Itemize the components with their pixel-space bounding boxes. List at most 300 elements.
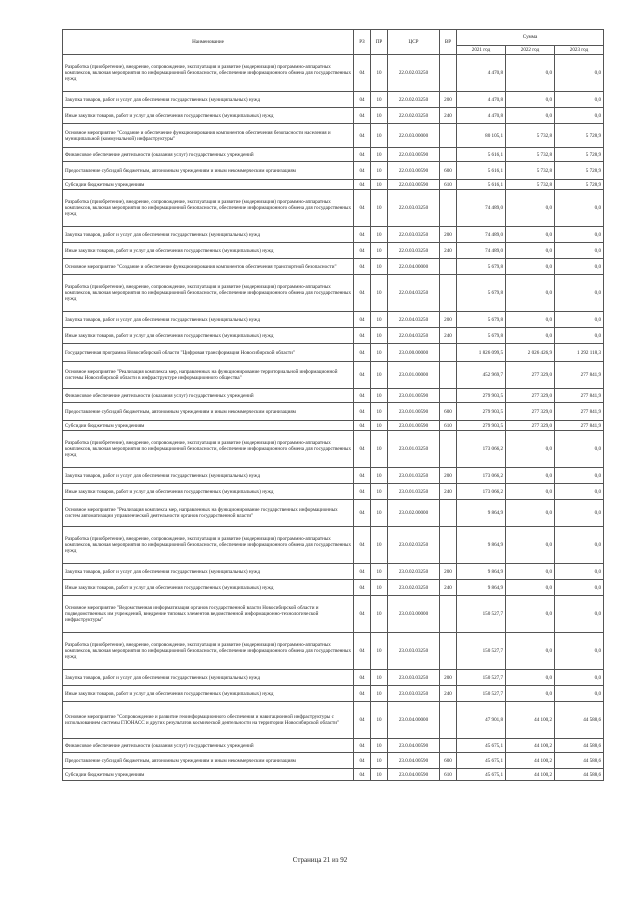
cell-name: Закупка товаров, работ и услуг для обеспечения государственных (муниципальных) нужд (63, 468, 354, 484)
cell-rz: 04 (354, 344, 371, 362)
cell-name: Разработка (приобретение), внедрение, сопровождение, эксплуатация и развитие (модернизация) программно-аппаратных комплексов, включая мероприятия по информационной безопасности, обеспечение информационного обмена для государственных нужд (63, 190, 354, 227)
cell-2022: 0,0 (506, 312, 555, 328)
cell-pr: 10 (371, 190, 388, 227)
cell-csr: 23.0.01.00000 (388, 362, 440, 389)
cell-name: Основное мероприятие "Реализация комплекса мер, направленных на функционирование государственных информационных систем автоматизации управленческой деятельности органов государственной власти" (63, 500, 354, 527)
cell-2022: 0,0 (506, 227, 555, 243)
cell-2021: 150 527,7 (457, 633, 506, 670)
cell-vr (440, 739, 457, 753)
cell-csr: 23.0.02.03250 (388, 527, 440, 564)
cell-name: Основное мероприятие "Ведомственная информатизация органов государственной власти Новосибирской области и подведомственных им учреждений, внедрение типовых элементов ведомственной информационно-технологической инфраструктуры" (63, 596, 354, 633)
table-row (63, 344, 604, 362)
table-row (63, 275, 604, 312)
cell-rz: 04 (354, 148, 371, 162)
cell-2022: 0,0 (506, 633, 555, 670)
cell-pr: 10 (371, 259, 388, 275)
cell-2021: 1 826 099,5 (457, 344, 506, 362)
table-row (63, 500, 604, 527)
cell-2023: 0,0 (555, 580, 604, 596)
cell-2021: 9 864,9 (457, 580, 506, 596)
cell-csr: 22.0.02.03250 (388, 55, 440, 92)
cell-csr: 23.0.01.03250 (388, 484, 440, 500)
cell-name: Разработка (приобретение), внедрение, сопровождение, эксплуатация и развитие (модернизация) программно-аппаратных комплексов, включая мероприятия по информационной безопасности, обеспечение информационного обмена для государственных нужд (63, 431, 354, 468)
cell-rz: 04 (354, 702, 371, 739)
cell-rz: 04 (354, 633, 371, 670)
cell-2021: 173 066,2 (457, 484, 506, 500)
cell-name: Субсидии бюджетным учреждениям (63, 421, 354, 431)
cell-2023: 0,0 (555, 92, 604, 108)
cell-csr: 23.0.01.00590 (388, 389, 440, 403)
cell-2021: 279 903,5 (457, 389, 506, 403)
header-sum: Сумма (457, 30, 604, 46)
cell-name: Разработка (приобретение), внедрение, сопровождение, эксплуатация и развитие (модернизация) программно-аппаратных комплексов, включая мероприятия по информационной безопасности, обеспечение информационного обмена для государственных нужд (63, 55, 354, 92)
table-row (63, 702, 604, 739)
cell-2023: 0,0 (555, 596, 604, 633)
cell-2021: 279 903,5 (457, 403, 506, 421)
cell-2022: 0,0 (506, 431, 555, 468)
cell-rz: 04 (354, 468, 371, 484)
table-row (63, 148, 604, 162)
cell-2022: 5 732,8 (506, 124, 555, 148)
cell-2022: 0,0 (506, 596, 555, 633)
header-name: Наименование (63, 30, 354, 55)
cell-2021: 74 489,0 (457, 227, 506, 243)
cell-pr: 10 (371, 527, 388, 564)
cell-2022: 0,0 (506, 55, 555, 92)
table-body (63, 55, 604, 781)
cell-vr: 200 (440, 564, 457, 580)
cell-2021: 150 527,7 (457, 596, 506, 633)
table-row (63, 108, 604, 124)
cell-2023: 0,0 (555, 431, 604, 468)
header-year-2021: 2021 год (457, 46, 506, 55)
cell-2021: 4 470,8 (457, 108, 506, 124)
cell-2022: 0,0 (506, 108, 555, 124)
cell-csr: 22.0.02.03250 (388, 108, 440, 124)
cell-2023: 0,0 (555, 633, 604, 670)
cell-csr: 23.0.03.03250 (388, 670, 440, 686)
cell-2023: 0,0 (555, 500, 604, 527)
cell-csr: 23.0.01.03250 (388, 468, 440, 484)
table-row (63, 753, 604, 769)
cell-2022: 277 329,0 (506, 403, 555, 421)
cell-pr: 10 (371, 468, 388, 484)
table-row (63, 180, 604, 190)
cell-2021: 5 679,8 (457, 328, 506, 344)
cell-2022: 0,0 (506, 580, 555, 596)
table-row (63, 769, 604, 781)
cell-pr: 10 (371, 55, 388, 92)
cell-2021: 452 969,7 (457, 362, 506, 389)
cell-2021: 74 489,0 (457, 190, 506, 227)
cell-name: Финансовое обеспечение деятельности (оказания услуг) государственных учреждений (63, 389, 354, 403)
cell-rz: 04 (354, 686, 371, 702)
cell-name: Иные закупки товаров, работ и услуг для обеспечения государственных (муниципальных) нужд (63, 328, 354, 344)
cell-vr (440, 55, 457, 92)
cell-rz: 04 (354, 564, 371, 580)
table-row (63, 162, 604, 180)
cell-csr: 22.0.04.03250 (388, 328, 440, 344)
cell-vr (440, 596, 457, 633)
cell-pr: 10 (371, 431, 388, 468)
cell-pr: 10 (371, 753, 388, 769)
cell-rz: 04 (354, 500, 371, 527)
cell-vr (440, 389, 457, 403)
table-row (63, 484, 604, 500)
table-row (63, 580, 604, 596)
cell-rz: 04 (354, 389, 371, 403)
cell-2021: 279 903,5 (457, 421, 506, 431)
cell-2022: 0,0 (506, 328, 555, 344)
table-row (63, 564, 604, 580)
cell-vr (440, 259, 457, 275)
cell-2023: 1 292 118,3 (555, 344, 604, 362)
budget-table (62, 29, 604, 781)
cell-csr: 23.0.03.03250 (388, 633, 440, 670)
cell-csr: 22.0.03.03250 (388, 243, 440, 259)
cell-2021: 150 527,7 (457, 686, 506, 702)
cell-2023: 0,0 (555, 670, 604, 686)
cell-vr: 610 (440, 769, 457, 781)
cell-csr: 22.0.04.00000 (388, 259, 440, 275)
table-row (63, 527, 604, 564)
cell-2021: 80 105,1 (457, 124, 506, 148)
cell-2021: 5 616,1 (457, 180, 506, 190)
table-row (63, 431, 604, 468)
cell-2022: 0,0 (506, 564, 555, 580)
cell-rz: 04 (354, 769, 371, 781)
cell-pr: 10 (371, 227, 388, 243)
cell-vr (440, 124, 457, 148)
cell-pr: 10 (371, 108, 388, 124)
cell-2021: 4 470,8 (457, 92, 506, 108)
cell-2023: 5 728,9 (555, 148, 604, 162)
cell-2023: 277 841,9 (555, 421, 604, 431)
cell-csr: 22.0.03.00000 (388, 124, 440, 148)
cell-csr: 23.0.00.00000 (388, 344, 440, 362)
cell-2022: 44 100,2 (506, 769, 555, 781)
cell-name: Закупка товаров, работ и услуг для обеспечения государственных (муниципальных) нужд (63, 312, 354, 328)
cell-rz: 04 (354, 124, 371, 148)
cell-2023: 5 728,9 (555, 124, 604, 148)
cell-rz: 04 (354, 596, 371, 633)
cell-2023: 277 841,9 (555, 389, 604, 403)
cell-rz: 04 (354, 431, 371, 468)
header-year-2022: 2022 год (506, 46, 555, 55)
cell-2021: 45 675,1 (457, 769, 506, 781)
cell-2022: 0,0 (506, 670, 555, 686)
cell-name: Основное мероприятие "Реализация комплекса мер, направленных на функционирование территориальной информационной системы Новосибирской области в инфраструктуре информационного общества" (63, 362, 354, 389)
cell-2022: 2 026 426,9 (506, 344, 555, 362)
cell-2023: 0,0 (555, 468, 604, 484)
cell-name: Основное мероприятие "Сопровождение и развитие геоинформационного обеспечения и навигационной инфраструктуры с использованием системы ГЛОНАСС и других результатов космической деятельности на территории Новосибирской области" (63, 702, 354, 739)
cell-2022: 0,0 (506, 484, 555, 500)
cell-vr: 240 (440, 108, 457, 124)
cell-rz: 04 (354, 108, 371, 124)
cell-2021: 173 066,2 (457, 431, 506, 468)
cell-rz: 04 (354, 362, 371, 389)
cell-pr: 10 (371, 633, 388, 670)
cell-2023: 0,0 (555, 484, 604, 500)
cell-rz: 04 (354, 328, 371, 344)
header-csr: ЦСР (388, 30, 440, 55)
cell-name: Финансовое обеспечение деятельности (оказания услуг) государственных учреждений (63, 739, 354, 753)
cell-pr: 10 (371, 686, 388, 702)
cell-pr: 10 (371, 769, 388, 781)
cell-csr: 23.0.01.03250 (388, 431, 440, 468)
cell-2023: 277 841,9 (555, 362, 604, 389)
cell-2023: 277 841,9 (555, 403, 604, 421)
cell-vr: 610 (440, 421, 457, 431)
cell-pr: 10 (371, 180, 388, 190)
cell-2021: 45 675,1 (457, 739, 506, 753)
cell-2022: 277 329,0 (506, 421, 555, 431)
cell-csr: 23.0.01.00590 (388, 403, 440, 421)
cell-csr: 22.0.02.03250 (388, 92, 440, 108)
cell-2021: 150 527,7 (457, 670, 506, 686)
table-row (63, 670, 604, 686)
cell-2023: 44 588,6 (555, 753, 604, 769)
cell-vr: 240 (440, 243, 457, 259)
cell-2023: 0,0 (555, 527, 604, 564)
cell-rz: 04 (354, 55, 371, 92)
cell-2021: 5 679,8 (457, 259, 506, 275)
cell-2021: 173 066,2 (457, 468, 506, 484)
cell-pr: 10 (371, 484, 388, 500)
cell-vr (440, 527, 457, 564)
cell-vr: 600 (440, 162, 457, 180)
cell-2023: 44 588,6 (555, 702, 604, 739)
cell-2021: 9 864,9 (457, 500, 506, 527)
cell-csr: 23.0.04.00590 (388, 769, 440, 781)
cell-vr: 240 (440, 580, 457, 596)
cell-2021: 5 616,1 (457, 148, 506, 162)
cell-csr: 22.0.03.03250 (388, 227, 440, 243)
cell-vr: 600 (440, 753, 457, 769)
cell-2023: 5 728,9 (555, 180, 604, 190)
cell-name: Закупка товаров, работ и услуг для обеспечения государственных (муниципальных) нужд (63, 227, 354, 243)
table-row (63, 686, 604, 702)
cell-rz: 04 (354, 92, 371, 108)
cell-pr: 10 (371, 564, 388, 580)
cell-csr: 22.0.04.03250 (388, 275, 440, 312)
cell-vr: 200 (440, 92, 457, 108)
cell-rz: 04 (354, 484, 371, 500)
cell-rz: 04 (354, 421, 371, 431)
cell-csr: 22.0.03.00590 (388, 180, 440, 190)
table-row (63, 312, 604, 328)
header-rz: РЗ (354, 30, 371, 55)
table-row (63, 403, 604, 421)
cell-vr: 600 (440, 403, 457, 421)
cell-rz: 04 (354, 527, 371, 564)
cell-name: Предоставление субсидий бюджетным, автономным учреждениям и иным некоммерческим организациям (63, 753, 354, 769)
cell-2021: 5 616,1 (457, 162, 506, 180)
table-row (63, 633, 604, 670)
table-row (63, 328, 604, 344)
cell-2022: 0,0 (506, 275, 555, 312)
cell-name: Государственная программа Новосибирской области "Цифровая трансформация Новосибирской области" (63, 344, 354, 362)
cell-name: Основное мероприятие "Создание и обеспечение функционирования компонентов обеспечения транспортной безопасности" (63, 259, 354, 275)
header-vr: ВР (440, 30, 457, 55)
cell-name: Разработка (приобретение), внедрение, сопровождение, эксплуатация и развитие (модернизация) программно-аппаратных комплексов, включая мероприятия по информационной безопасности, обеспечение информационного обмена для государственных нужд (63, 275, 354, 312)
cell-2023: 5 728,9 (555, 162, 604, 180)
table-row (63, 227, 604, 243)
cell-2022: 5 732,8 (506, 180, 555, 190)
cell-name: Закупка товаров, работ и услуг для обеспечения государственных (муниципальных) нужд (63, 92, 354, 108)
cell-name: Иные закупки товаров, работ и услуг для обеспечения государственных (муниципальных) нужд (63, 686, 354, 702)
cell-csr: 22.0.03.00590 (388, 148, 440, 162)
cell-2022: 0,0 (506, 259, 555, 275)
cell-vr: 240 (440, 484, 457, 500)
cell-name: Предоставление субсидий бюджетным, автономным учреждениям и иным некоммерческим организациям (63, 403, 354, 421)
cell-name: Закупка товаров, работ и услуг для обеспечения государственных (муниципальных) нужд (63, 670, 354, 686)
cell-2023: 0,0 (555, 275, 604, 312)
cell-pr: 10 (371, 92, 388, 108)
cell-rz: 04 (354, 190, 371, 227)
cell-2022: 277 329,0 (506, 362, 555, 389)
cell-2021: 5 679,8 (457, 312, 506, 328)
cell-name: Субсидии бюджетным учреждениям (63, 769, 354, 781)
cell-rz: 04 (354, 259, 371, 275)
cell-2023: 44 588,6 (555, 739, 604, 753)
cell-csr: 22.0.03.00590 (388, 162, 440, 180)
table-row (63, 596, 604, 633)
cell-name: Иные закупки товаров, работ и услуг для обеспечения государственных (муниципальных) нужд (63, 108, 354, 124)
cell-name: Субсидии бюджетным учреждениям (63, 180, 354, 190)
cell-2021: 45 675,1 (457, 753, 506, 769)
cell-name: Иные закупки товаров, работ и услуг для обеспечения государственных (муниципальных) нужд (63, 243, 354, 259)
cell-pr: 10 (371, 702, 388, 739)
cell-rz: 04 (354, 227, 371, 243)
cell-pr: 10 (371, 500, 388, 527)
cell-2023: 0,0 (555, 108, 604, 124)
cell-2023: 0,0 (555, 312, 604, 328)
cell-csr: 23.0.01.00590 (388, 421, 440, 431)
table-row (63, 739, 604, 753)
cell-2023: 0,0 (555, 564, 604, 580)
table-row (63, 468, 604, 484)
cell-2022: 44 100,2 (506, 753, 555, 769)
cell-pr: 10 (371, 328, 388, 344)
cell-vr: 200 (440, 312, 457, 328)
cell-rz: 04 (354, 243, 371, 259)
cell-rz: 04 (354, 580, 371, 596)
cell-csr: 23.0.03.00000 (388, 596, 440, 633)
cell-pr: 10 (371, 403, 388, 421)
cell-2023: 0,0 (555, 227, 604, 243)
cell-2022: 0,0 (506, 190, 555, 227)
cell-name: Разработка (приобретение), внедрение, сопровождение, эксплуатация и развитие (модернизация) программно-аппаратных комплексов, включая мероприятия по информационной безопасности, обеспечение информационного обмена для государственных нужд (63, 527, 354, 564)
cell-vr: 200 (440, 670, 457, 686)
cell-vr (440, 344, 457, 362)
cell-2022: 0,0 (506, 468, 555, 484)
cell-2022: 0,0 (506, 527, 555, 564)
cell-2021: 9 864,9 (457, 564, 506, 580)
cell-pr: 10 (371, 148, 388, 162)
cell-2022: 0,0 (506, 686, 555, 702)
cell-pr: 10 (371, 670, 388, 686)
table-row (63, 362, 604, 389)
cell-2021: 9 864,9 (457, 527, 506, 564)
cell-rz: 04 (354, 753, 371, 769)
cell-name: Предоставление субсидий бюджетным, автономным учреждениям и иным некоммерческим организациям (63, 162, 354, 180)
cell-csr: 23.0.03.03250 (388, 686, 440, 702)
cell-pr: 10 (371, 124, 388, 148)
cell-2022: 0,0 (506, 500, 555, 527)
cell-vr (440, 633, 457, 670)
cell-2021: 74 489,0 (457, 243, 506, 259)
cell-vr (440, 500, 457, 527)
cell-2022: 44 100,2 (506, 739, 555, 753)
cell-2023: 0,0 (555, 328, 604, 344)
cell-rz: 04 (354, 739, 371, 753)
page-number: Страница 21 из 92 (292, 856, 348, 864)
cell-csr: 23.0.02.03250 (388, 580, 440, 596)
cell-pr: 10 (371, 389, 388, 403)
cell-name: Закупка товаров, работ и услуг для обеспечения государственных (муниципальных) нужд (63, 564, 354, 580)
cell-vr (440, 431, 457, 468)
cell-pr: 10 (371, 162, 388, 180)
cell-pr: 10 (371, 344, 388, 362)
cell-2023: 0,0 (555, 190, 604, 227)
cell-pr: 10 (371, 421, 388, 431)
cell-2021: 4 470,8 (457, 55, 506, 92)
cell-pr: 10 (371, 243, 388, 259)
cell-vr: 200 (440, 468, 457, 484)
cell-2023: 0,0 (555, 686, 604, 702)
cell-name: Разработка (приобретение), внедрение, сопровождение, эксплуатация и развитие (модернизация) программно-аппаратных комплексов, включая мероприятия по информационной безопасности, обеспечение информационного обмена для государственных нужд (63, 633, 354, 670)
cell-rz: 04 (354, 670, 371, 686)
header-pr: ПР (371, 30, 388, 55)
cell-csr: 23.0.02.00000 (388, 500, 440, 527)
cell-pr: 10 (371, 275, 388, 312)
cell-2023: 0,0 (555, 55, 604, 92)
header-year-2023: 2023 год (555, 46, 604, 55)
cell-pr: 10 (371, 362, 388, 389)
table-header (63, 30, 604, 55)
cell-pr: 10 (371, 580, 388, 596)
cell-pr: 10 (371, 739, 388, 753)
cell-vr (440, 362, 457, 389)
cell-2022: 277 329,0 (506, 389, 555, 403)
cell-csr: 23.0.02.03250 (388, 564, 440, 580)
cell-pr: 10 (371, 596, 388, 633)
cell-vr (440, 148, 457, 162)
cell-rz: 04 (354, 180, 371, 190)
cell-2022: 0,0 (506, 243, 555, 259)
table-row (63, 421, 604, 431)
cell-name: Основное мероприятие "Создание и обеспечение функционирования компонентов обеспечения безопасности населения и муниципальной (коммунальной) инфраструктуры" (63, 124, 354, 148)
table-row (63, 92, 604, 108)
cell-rz: 04 (354, 162, 371, 180)
cell-vr: 610 (440, 180, 457, 190)
cell-name: Иные закупки товаров, работ и услуг для обеспечения государственных (муниципальных) нужд (63, 484, 354, 500)
cell-csr: 23.0.04.00590 (388, 739, 440, 753)
table-row (63, 55, 604, 92)
cell-csr: 23.0.04.00000 (388, 702, 440, 739)
cell-vr (440, 190, 457, 227)
cell-2022: 0,0 (506, 92, 555, 108)
cell-name: Финансовое обеспечение деятельности (оказания услуг) государственных учреждений (63, 148, 354, 162)
cell-rz: 04 (354, 312, 371, 328)
cell-csr: 22.0.04.03250 (388, 312, 440, 328)
cell-2022: 5 732,8 (506, 162, 555, 180)
cell-rz: 04 (354, 275, 371, 312)
table-row (63, 124, 604, 148)
cell-2023: 0,0 (555, 259, 604, 275)
cell-pr: 10 (371, 312, 388, 328)
